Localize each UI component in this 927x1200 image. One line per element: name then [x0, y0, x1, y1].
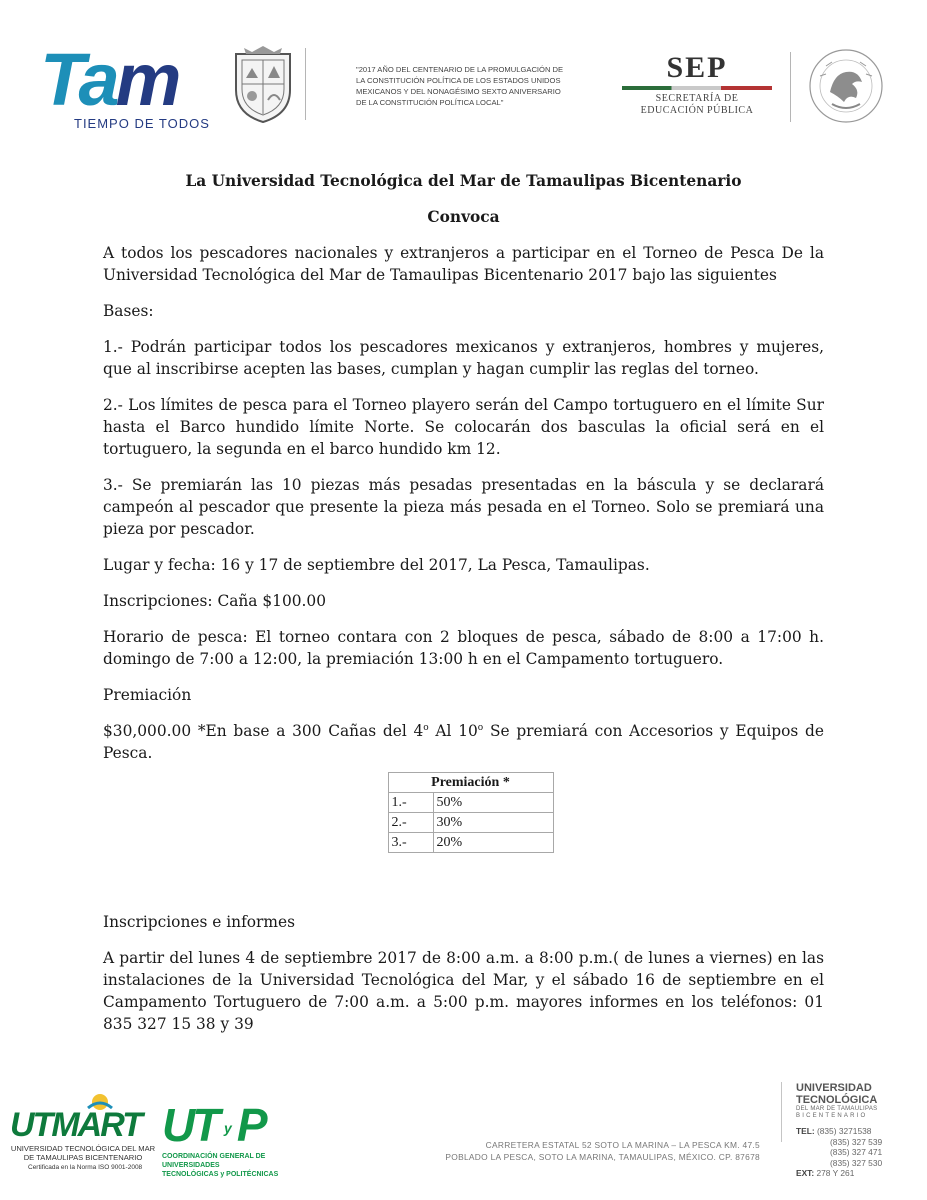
place-cell: 2.- — [388, 813, 433, 833]
table-row — [388, 833, 553, 853]
centenary-decree — [356, 64, 586, 108]
sep-logo — [622, 52, 772, 117]
intro-paragraph: A todos los pescadores nacionales y extranjeros a participar en el Torneo de Pesca De la Universidad Tecnológica del Mar de Tamaulipas Bicentenario 2017 bajo las siguientes — [103, 244, 824, 284]
address-line: CARRETERA ESTATAL 52 SOTO LA MARINA – LA PESCA KM. 47.5 — [485, 1140, 760, 1150]
utp-name — [162, 1152, 302, 1179]
utp-letters: UT — [162, 1099, 218, 1151]
registration-cost: Inscripciones: Caña $100.00 — [103, 592, 327, 610]
iso-certification: Certificada en la Norma ISO 9001-2008 — [28, 1164, 143, 1171]
table-row — [388, 793, 553, 813]
tam-logo-word: Tam — [40, 38, 178, 121]
prizes-label: Premiación — [103, 686, 192, 704]
base-rule-2: 2.- Los límites de pesca para el Torneo playero serán del Campo tortuguero en el límite Sur hasta el Barco hundido límite Norte. Se colocarán dos basculas la oficial será en el tortuguero, la segunda en el barco hundido km 12. — [103, 396, 824, 458]
address-line: POBLADO LA PESCA, SOTO LA MARINA, TAMAULIPAS, MÉXICO. CP. 87678 — [445, 1152, 760, 1162]
decree-line: LA CONSTITUCIÓN POLÍTICA DE LOS ESTADOS UNIDOS — [356, 76, 561, 85]
phone-number: (835) 327 539 — [830, 1136, 883, 1147]
utmart-name-line: UNIVERSIDAD TECNOLÓGICA DEL MAR — [10, 1144, 156, 1153]
ordinal-mark: o — [477, 722, 484, 733]
base-rule-1: 1.- Podrán participar todos los pescadores mexicanos y extranjeros, hombres y mujeres, que al inscribirse acepten las bases, cumplan y hagan cumplir las reglas del torneo. — [103, 338, 824, 378]
tam-logo-subtitle: TIEMPO DE TODOS — [74, 116, 210, 131]
ut-subtitle: DEL MAR DE TAMAULIPAS — [796, 1106, 878, 1112]
prize-table — [388, 772, 554, 853]
registration-info-text: A partir del lunes 4 de septiembre 2017 de 8:00 a.m. a 8:00 p.m.( de lunes a viernes) en las instalaciones de la Universidad Tecnológica del Mar, y el sábado 16 de septiembre en el Campamento Tortuguero de 7:00 a.m. a 5:00 p.m. mayores informes en los teléfonos: 01 835 327 15 38 y 39 — [103, 949, 824, 1033]
phone-number: (835) 327 471 — [830, 1147, 883, 1157]
ut-subtitle-spaced: BICENTENARIO — [796, 1113, 868, 1119]
ext-value: 278 Y 261 — [816, 1168, 855, 1178]
footer-address — [430, 1139, 760, 1163]
table-header-row — [388, 773, 553, 793]
phone-row — [796, 1126, 916, 1137]
table-row — [388, 813, 553, 833]
sep-logo-title: SEP — [666, 51, 728, 84]
tel-label: TEL: — [796, 1126, 815, 1136]
ut-name-line: TECNOLÓGICA — [796, 1094, 878, 1106]
utp-letter-p: P — [236, 1099, 265, 1151]
utp-name-line: COORDINACIÓN GENERAL DE UNIVERSIDADES — [162, 1153, 266, 1169]
prize-text: $30,000.00 *En base a 300 Cañas del 4 — [103, 722, 424, 740]
registration-info-label: Inscripciones e informes — [103, 913, 296, 931]
prize-table-wrapper — [103, 772, 824, 853]
phone-number: (835) 3271538 — [816, 1126, 872, 1136]
utmart-name — [8, 1144, 158, 1162]
place-cell: 1.- — [388, 793, 433, 813]
place-and-date: Lugar y fecha: 16 y 17 de septiembre del 2017, La Pesca, Tamaulipas. — [103, 556, 650, 574]
utp-name-line: TECNOLÓGICAS y POLITÉCNICAS — [162, 1171, 279, 1178]
announcement-subtitle: Convoca — [427, 208, 500, 226]
tam-logo — [40, 40, 220, 132]
ordinal-mark: o — [423, 722, 429, 733]
header-divider — [305, 48, 306, 120]
phone-number: (835) 327 530 — [830, 1157, 883, 1168]
ext-label: EXT: — [796, 1168, 815, 1178]
ut-contact-block — [796, 1082, 916, 1179]
tam-logo-letter-m: m — [115, 38, 178, 121]
percent-cell: 20% — [433, 833, 553, 853]
mexican-eagle-seal-icon — [800, 46, 892, 126]
ut-name-line: UNIVERSIDAD — [796, 1082, 872, 1094]
utp-logo-word — [162, 1098, 265, 1152]
header-divider-2 — [790, 52, 791, 122]
utp-y: y — [224, 1120, 232, 1136]
prize-text: Al 10 — [428, 722, 478, 740]
footer-divider — [781, 1082, 782, 1142]
prize-description — [103, 720, 824, 764]
place-cell: 3.- — [388, 833, 433, 853]
utmart-logo-word: UTMART — [10, 1106, 141, 1144]
announcement-body — [103, 170, 824, 1049]
percent-cell: 50% — [433, 793, 553, 813]
utmart-logo — [8, 1090, 158, 1180]
decree-line: MEXICANOS Y DEL NONAGÉSIMO SEXTO ANIVERSARIO — [356, 87, 561, 96]
sep-flag-bar — [622, 86, 772, 90]
sep-logo-subtitle-1: SECRETARÍA DE — [655, 93, 739, 104]
table-header: Premiación * — [388, 773, 553, 793]
utmart-name-line: DE TAMAULIPAS BICENTENARIO — [23, 1153, 143, 1162]
percent-cell: 30% — [433, 813, 553, 833]
bases-label: Bases: — [103, 302, 154, 320]
ext-row — [796, 1168, 916, 1179]
utp-logo — [162, 1099, 302, 1178]
tamaulipas-shield-icon — [230, 42, 296, 124]
base-rule-3: 3.- Se premiarán las 10 piezas más pesadas presentadas en la báscula y se declarará campeón al pescador que presente la pieza más pesada en el Torneo. Solo se premiará una pieza por pescador. — [103, 476, 824, 538]
prize-text: Se premiará con Accesorios y Equipos de Pesca. — [103, 722, 824, 762]
sep-logo-subtitle-2: EDUCACIÓN PÚBLICA — [640, 105, 754, 116]
decree-line: "2017 AÑO DEL CENTENARIO DE LA PROMULGACIÓN DE — [356, 65, 564, 74]
fishing-schedule: Horario de pesca: El torneo contara con 2 bloques de pesca, sábado de 8:00 a 17:00 h. domingo de 7:00 a 12:00, la premiación 13:00 h en el Campamento tortuguero. — [103, 628, 824, 668]
phone-list — [796, 1126, 916, 1179]
decree-line: DE LA CONSTITUCIÓN POLÍTICA LOCAL" — [356, 98, 504, 107]
announcement-title: La Universidad Tecnológica del Mar de Tamaulipas Bicentenario — [185, 172, 742, 190]
